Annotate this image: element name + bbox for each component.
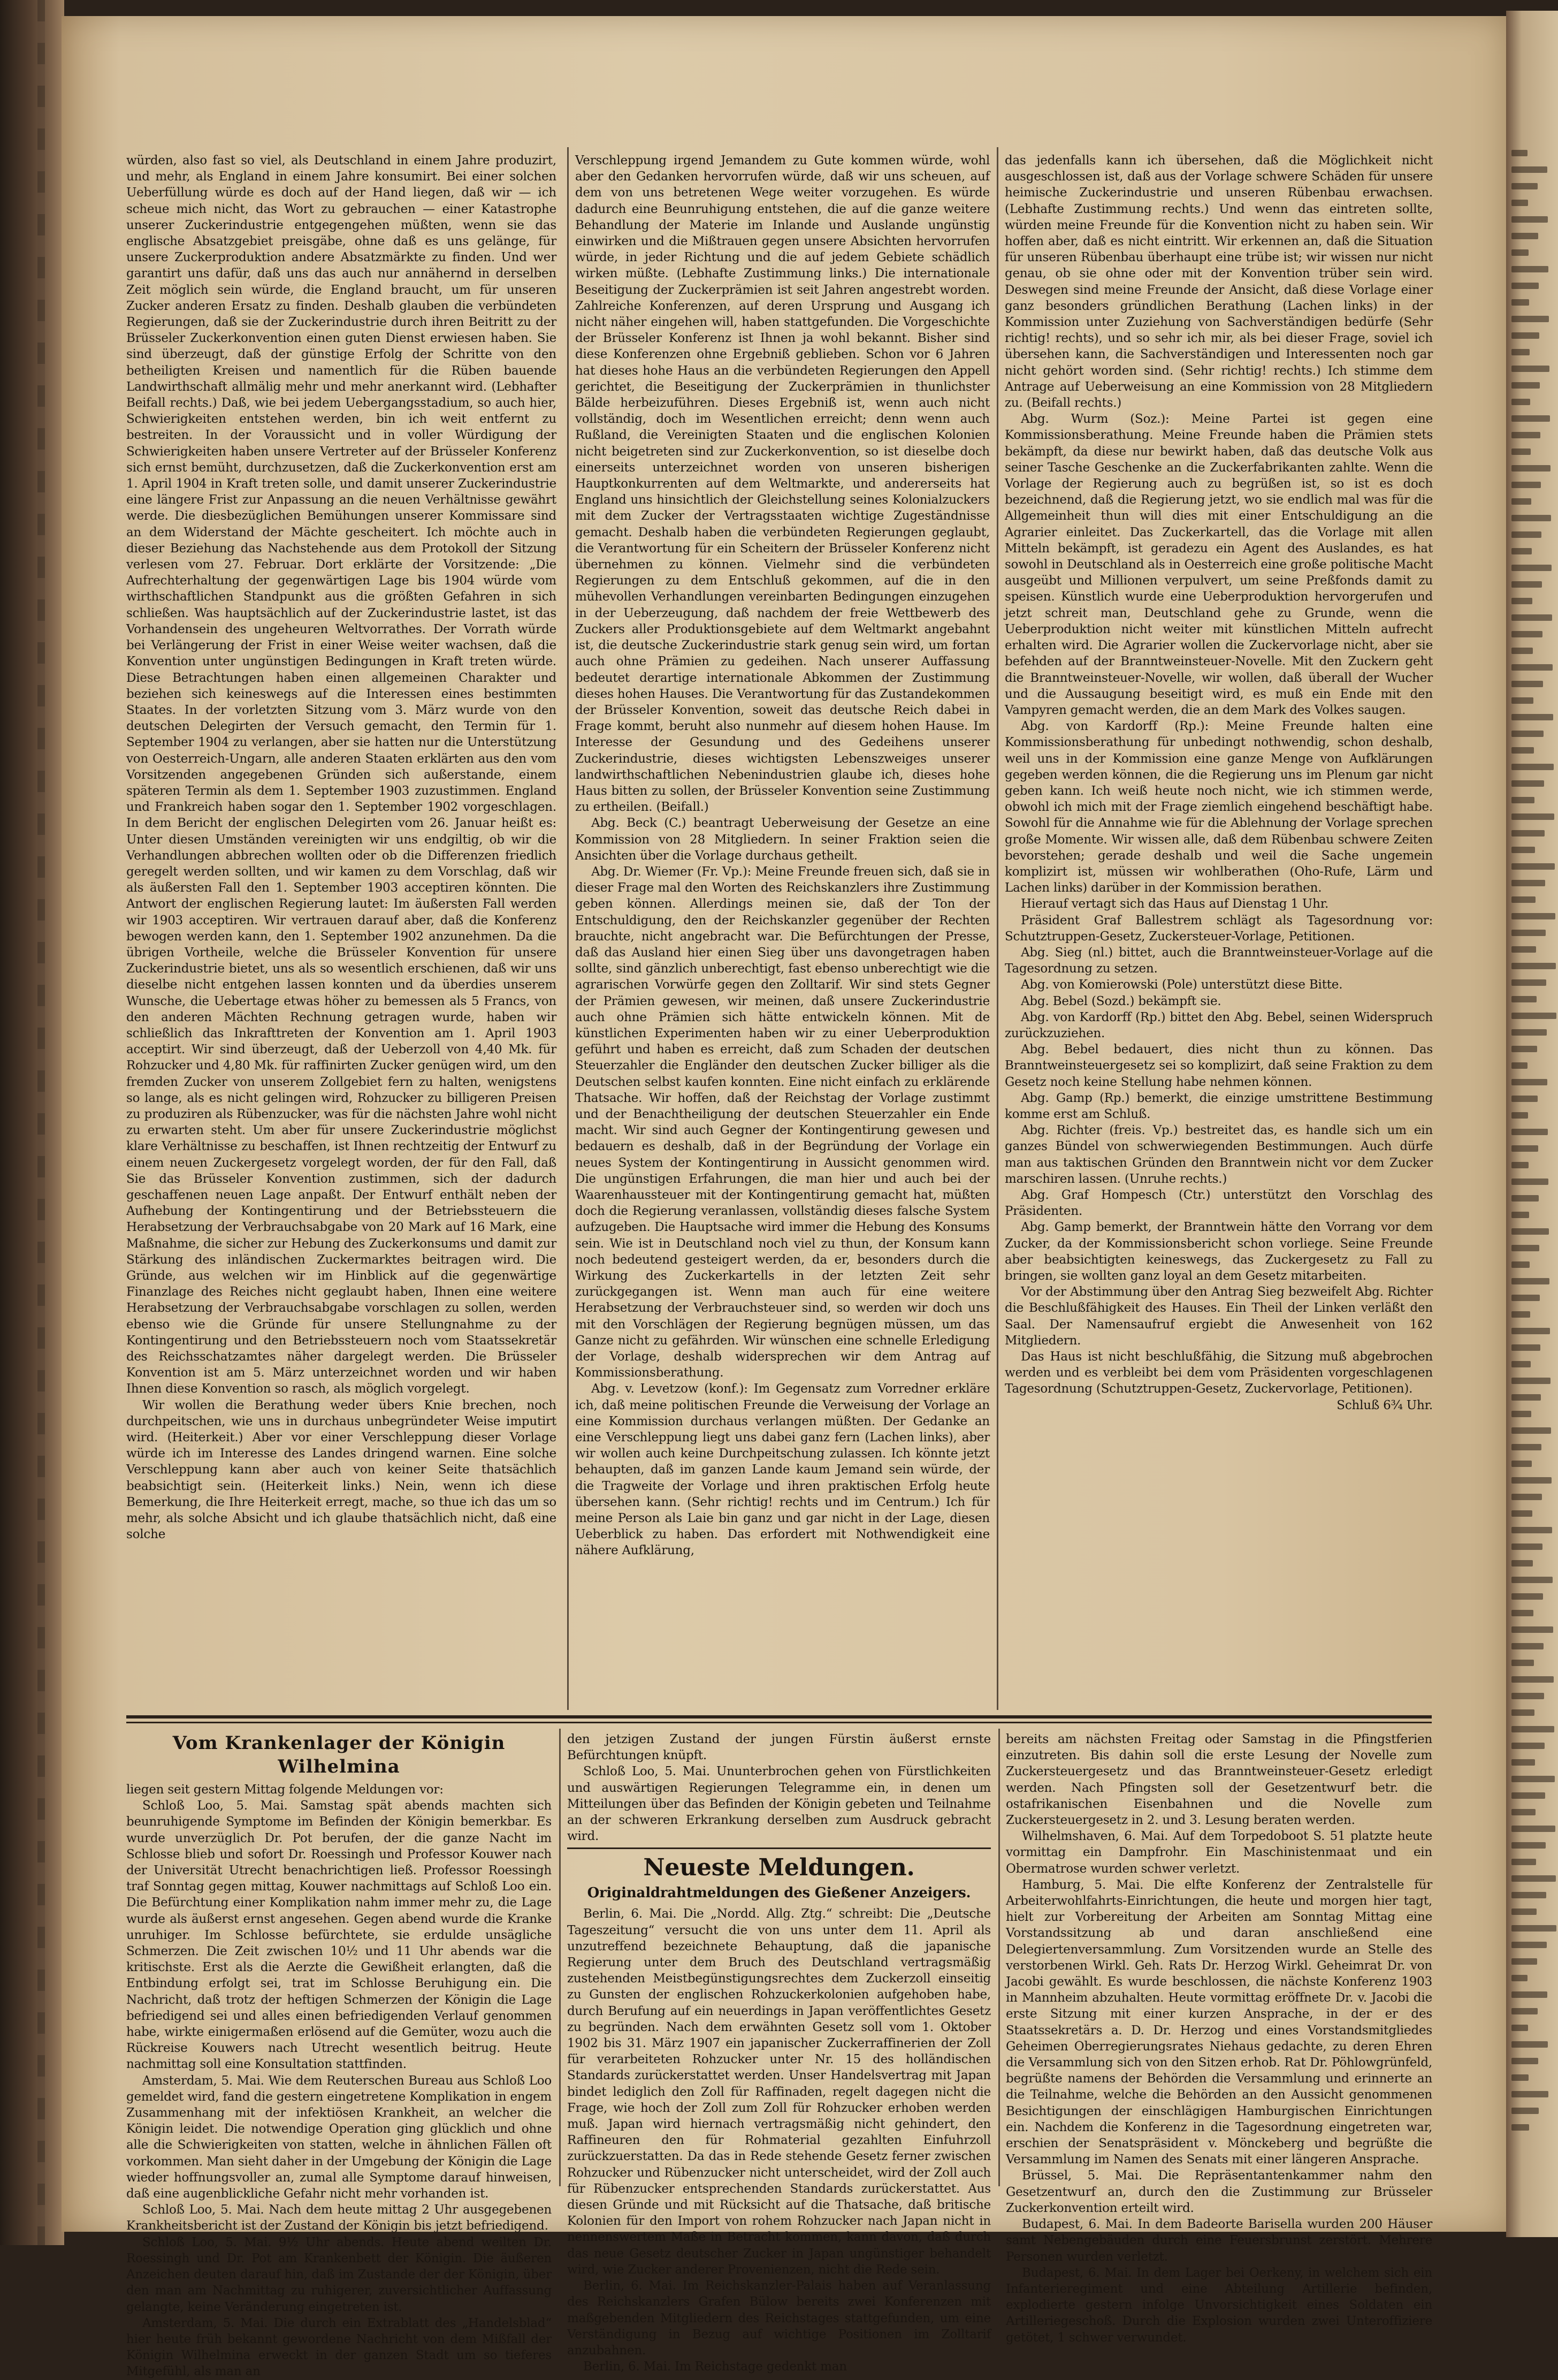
adjacent-page-text-fragment [1511,780,1544,787]
adjacent-page-text-fragment [1511,631,1542,637]
adjacent-page-text-fragment [1511,1261,1530,1268]
adjacent-page-text-fragment [1511,1145,1538,1152]
top-column-paragraph: Abg. Beck (C.) beantragt Ueberweisung der Gesetze an eine Kommission von 28 Mitgliedern. In seiner Fraktion seien die Ansichten über die Vorlage durchaus getheilt. [575,816,990,863]
adjacent-page-text-fragment [1511,1477,1552,1484]
column-rule [567,147,569,1710]
adjacent-page-text-fragment [1511,979,1546,986]
top-column-paragraph: Abg. v. Levetzow (konf.): Im Gegensatz zum Vorredner erkläre ich, daß meine politischen Freunde die Verweisung der Vorlage an eine Kommission durchaus verlangen müßten. Der Gedanke an eine Verschleppung liegt uns dabei ganz fern (Lachen links), aber wir wollen auch keine Durchpeitschung zulassen. Ich könnte jetzt behaupten, daß im ganzen Lande kaum Jemand sein würde, der die Tragweite der Vorlage und ihren praktischen Erfolg heute übersehen kann. (Sehr richtig! rechts und im Centrum.) Ich für meine Person als Laie bin ganz und gar nicht in der Lage, diesen Ueberblick zu haben. Das erfordert mit Nothwendigkeit eine nähere Aufklärung, [575,1382,990,1558]
adjacent-page-text-fragment [1511,349,1530,355]
top-column-paragraph: Abg. Bebel bedauert, dies nicht thun zu können. Das Branntweinsteuergesetz sei so komplizirt, daß seine Fraktion zu dem Gesetz noch keine Stellung habe nehmen können. [1005,1043,1433,1089]
adjacent-page-text-fragment [1511,1925,1556,1932]
top-column-paragraph: Abg. Gamp (Rp.) bemerkt, die einzige umstrittene Bestimmung komme erst am Schluß. [1005,1091,1433,1121]
bottom-column-paragraph: liegen seit gestern Mittag folgende Meldungen vor: [126,1783,444,1797]
adjacent-page-text-fragment [1511,166,1547,173]
bottom-column-paragraph: Wilhelmshaven, 6. Mai. Auf dem Torpedoboot S. 51 platzte heute vormittag ein Dampfrohr. Ein Maschinistenmaat und ein Obermatrose wurden schwer verletzt. [1006,1829,1432,1876]
adjacent-page-text-fragment [1511,1029,1547,1036]
bottom-column-paragraph: den jetzigen Zustand der jungen Fürstin äußerst ernste Befürchtungen knüpft. [567,1732,991,1763]
top-column-paragraph: Verschleppung irgend Jemandem zu Gute kommen würde, wohl aber den Gedanken hervorrufen würde, daß wir uns scheuen, auf dem von uns betretenen Wege weiter vorzugehen. Es würde dadurch eine Beunruhigung entstehen, die auf die ganze weitere Behandlung der Materie im Inlande und Auslande ungünstig einwirken und die Mißtrauen gegen unsere Absichten hervorrufen würde, in jeder Richtung und die auf jedem Gebiete schädlich wirken müßte. (Lebhafte Zustimmung links.) Die internationale Beseitigung der Zuckerprämien ist seit Jahren angestrebt worden. Zahlreiche Konferenzen, auf deren Ursprung und Ausgang ich nicht näher eingehen will, haben stattgefunden. Die Vorgeschichte der Brüsseler Konferenz ist Ihnen ja wohl bekannt. Bisher sind diese Konferenzen ohne Ergebniß geblieben. Schon vor 6 Jahren hat dieses hohe Haus an die verbündeten Regierungen den Appell gerichtet, die Beseitigung der Zuckerprämien in thunlichster Bälde herbeizuführen. Dieses Ergebniß ist, wenn auch nicht vollständig, doch im Wesentlichen erreicht; denn wenn auch Rußland, die Vereinigten Staaten und die englischen Kolonien nicht beigetreten sind zur Zuckerkonvention, so ist dieselbe doch einerseits unterzeichnet worden von unseren bisherigen Hauptkonkurrenten auf dem Weltmarkte, und andererseits hat England uns hinsichtlich der Gleichstellung seines Kolonialzuckers mit dem Zucker der Vertragsstaaten wichtige Zugeständnisse gemacht. Deshalb haben die verbündeten Regierungen geglaubt, die Verantwortung für ein Scheitern der Brüsseler Konferenz nicht übernehmen zu können. Vielmehr sind die verbündeten Regierungen zu dem Entschluß gekommen, auf die in den mühevollen Verhandlungen vereinbarten Bedingungen einzugehen in der Ueberzeugung, daß nachdem der freie Wettbewerb des Zuckers aller Produktionsgebiete auf dem Weltmarkt angebahnt ist, die deutsche Zuckerindustrie stark genug sein wird, um fortan auch ohne Prämien zu gedeihen. Nach unserer Auffassung bedeutet derartige internationale Abkommen der Zustimmung dieses hohen Hauses. Die Verantwortung für das Zustandekommen der Brüsseler Konvention, soweit das deutsche Reich dabei in Frage kommt, beruht also nunmehr auf diesem hohen Hause. Im Interesse der Gesundung und des Gedeihens unserer Zuckerindustrie, dieses wichtigsten Lebenszweiges unserer landwirthschaftlichen Nebenindustrien glaube ich, dieses hohe Haus bitten zu sollen, der Brüsseler Konvention seine Zustimmung zu ertheilen. (Beifall.) [575,154,990,815]
top-column-paragraph: Wir wollen die Berathung weder übers Knie brechen, noch durchpeitschen, wie uns in durchaus unbegründeter Weise imputirt wird. (Heiterkeit.) Aber vor einer Verschleppung dieser Vorlage würde ich im Interesse des Landes dringend warnen. Eine solche Verschleppung kann aber auch von keiner Seite thatsächlich beabsichtigt sein. (Heiterkeit links.) Nein, wenn ich diese Bemerkung, die Ihre Heiterkeit erregt, mache, so thue ich das um so mehr, als solche Absicht und ich glaube thatsächlich nicht, daß eine solche [126,1398,556,1542]
adjacent-page-text-fragment [1511,614,1552,621]
adjacent-page-text-fragment [1511,1344,1540,1351]
adjacent-page-text-fragment [1511,1046,1537,1052]
adjacent-page-text-fragment [1511,996,1537,1002]
top-column-paragraph: Abg. von Kardorff (Rp.): Meine Freunde halten eine Kommissionsberathung für unbedingt nothwendig, schon deshalb, weil uns in der Kommission eine ganze Menge von Aufklärungen gegeben werden können, die die Regierung uns im Plenum gar nicht geben kann. Ich weiß heute noch nicht, wie ich stimmen werde, obwohl ich mich mit der Frage ziemlich eingehend beschäftigt habe. Sowohl für die Annahme wie für die Ablehnung der Vorlage sprechen große Momente. Wir wissen alle, daß dem Rübenbau schwere Zeiten bevorstehen; gerade deshalb und weil die Sache ungemein komplizirt ist, müssen wir wohlberathen (Oho-Rufe, Lärm und Lachen links) darüber in der Kommission berathen. [1005,719,1433,895]
book-binding [0,0,64,2245]
top-column-paragraph: Hierauf vertagt sich das Haus auf Dienstag 1 Uhr. [1021,897,1329,911]
adjacent-page-text-fragment [1511,1527,1552,1533]
adjacent-page-text-fragment [1511,1693,1544,1699]
top-column-paragraph: Abg. Wurm (Soz.): Meine Partei ist gegen eine Kommissionsberathung. Meine Freunde haben die Prämien stets bekämpft, da diese nur bewirkt haben, daß das deutsche Volk aus seiner Tasche Geschenke an die Zuckerfabrikanten zahlte. Wenn die Vorlage der Regierung auch zu begrüßen ist, so ist es doch bezeichnend, daß die Regierung jetzt, wo sie endlich mal was für die Allgemeinheit thun will dies mit einer Entschuldigung an die Agrarier einleitet. Das Zuckerkartell, das die Vorlage mit allen Mitteln bekämpft, ist geradezu ein Agent des Auslandes, es hat sowohl in Deutschland als in Oesterreich eine große politische Macht ausgeübt und Millionen verpulvert, um seine Preßfonds damit zu speisen. Künstlich wurde eine Ueberproduktion hervorgerufen und jetzt schreit man, Deutschland gehe zu Grunde, wenn die Ueberproduktion nicht weiter mit künstlichen Mitteln aufrecht erhalten wird. Die Agrarier wollen die Zuckervorlage nicht, aber sie befehden auf der Branntweinsteuer-Novelle. Mit den Zuckern geht die Branntweinsteuer-Novelle, wir wollen, daß überall der Wucher und die Aussaugung beseitigt wird, es muß ein Ende mit den Vampyren gemacht werden, die an dem Mark des Volkes saugen. [1005,412,1433,717]
bottom-column-1 [126,1731,552,2379]
adjacent-page-text-fragment [1511,697,1533,704]
adjacent-page-text-fragment [1511,415,1550,422]
column-rule [998,1729,1000,2186]
adjacent-page-text-fragment [1511,1759,1535,1766]
adjacent-page-text-fragment [1511,1212,1529,1218]
adjacent-page-text-fragment [1511,1394,1541,1401]
adjacent-page-text-fragment [1511,249,1529,256]
adjacent-page-text-fragment [1511,1676,1554,1683]
adjacent-page-text-fragment [1511,1510,1532,1517]
bottom-column-3 [1006,1731,1432,2345]
adjacent-page-text-fragment [1511,531,1541,538]
adjacent-page-text-fragment [1511,316,1549,322]
bottom-column-paragraph: Schloß Loo, 5. Mai. Ununterbrochen gehen von Fürstlichkeiten und auswärtigen Regierungen Telegramme ein, in denen um Mitteilungen über das Befinden der Königin gebeten und Teilnahme an der schweren Erkrankung derselben zum Ausdruck gebracht wird. [567,1765,991,1844]
top-column-1 [126,153,556,1710]
adjacent-page-text-fragment [1511,432,1540,438]
adjacent-page-text-fragment [1511,1593,1543,1600]
adjacent-page-text-fragment [1511,1826,1555,1832]
adjacent-page-text-fragment [1511,2058,1538,2064]
adjacent-page-text-fragment [1511,2108,1539,2114]
adjacent-page-text-fragment [1511,1908,1537,1915]
adjacent-page-text-fragment [1511,1842,1546,1849]
adjacent-page-text-fragment [1511,1726,1554,1732]
adjacent-page-text-fragment [1511,1311,1530,1318]
adjacent-page-text-fragment [1511,548,1532,554]
adjacent-page-text-fragment [1511,930,1546,936]
top-column-paragraph: Abg. Graf Hompesch (Ctr.) unterstützt den Vorschlag des Präsidenten. [1005,1188,1433,1219]
adjacent-page-text-fragment [1511,1543,1542,1550]
top-column-paragraph: Abg. Gamp bemerkt, der Branntwein hätte den Vorrang vor dem Zucker, da der Kommissionsbericht schon vorliege. Seine Freunde aber beabsichtigten keineswegs, das Zuckergesetz zu Fall zu bringen, sie wollten ganz loyal an dem Gesetz mitarbeiten. [1005,1220,1433,1283]
adjacent-page-text-fragment [1511,946,1536,953]
adjacent-page-text-fragment [1511,830,1545,837]
adjacent-page-text-fragment [1511,1427,1551,1434]
adjacent-page-text-fragment [1511,1643,1544,1649]
adjacent-page-text-fragment [1511,581,1542,588]
section-rule [567,1847,991,1849]
adjacent-page-text-fragment [1511,1062,1528,1069]
adjacent-page-text-fragment [1511,1792,1545,1799]
adjacent-page-text-fragment [1511,880,1545,886]
adjacent-page-text-fragment [1511,216,1548,223]
adjacent-page-text-fragment [1511,2091,1548,2097]
top-column-3 [1005,153,1433,1710]
top-column-paragraph: Abg. Dr. Wiemer (Fr. Vp.): Meine Freunde freuen sich, daß sie in dieser Frage mal den Worten des Reichskanzlers ihre Zustimmung geben können. Allerdings meinen sie, daß der Ton der Entschuldigung, den der Reichskanzler gegenüber der Rechten brauchte, nicht angebracht war. Die Befürchtungen der Presse, daß das Ausland hier einen Sieg über uns davongetragen haben sollte, sind gänzlich unberechtigt, fast ebenso unberechtigt wie die agrarischen Vorwürfe gegen den Zolltarif. Wir sind stets Gegner der Prämien gewesen, wir meinen, daß unsere Zuckerindustrie auch ohne Prämien sich hätte entwickeln können. Mit de künstlichen Experimenten haben wir zu einer Ueberproduktion geführt und haben es erreicht, daß zum Schaden der deutschen Steuerzahler die Engländer den deutschen Zucker billiger als die Deutschen selbst kaufen konnten. Eine nicht einfach zu erklärende Thatsache. Wir hoffen, daß der Reichstag der Vorlage zustimmt und der Benachtheiligung der deutschen Steuerzahler ein Ende macht. Wir sind auch Gegner der Kontingentirung gewesen und bedauern es deshalb, daß in der Begründung der Vorlage ein neues System der Kontingentirung in Aussicht genommen wird. Die ungünstigen Erfahrungen, die man hier und auch bei der Waarenhaussteuer mit der Kontingentirung gemacht hat, müßten doch die Regierung veranlassen, vollständig dieses falsche System aufzugeben. Die Hauptsache wird immer die Hebung des Konsums sein. Wie ist in Deutschland noch viel zu thun, der Konsum kann noch bedeutend gesteigert werden, da er, besonders durch die Wirkung des Zuckerkartells in der letzten Zeit sehr zurückgegangen ist. Wenn man auch für eine weitere Herabsetzung der Verbrauchsteuer sind, so werden wir doch uns mit den Vorschlägen der Regierung begnügen müssen, um das Ganze nicht zu gefährden. Wir wünschen eine schnelle Erledigung der Vorlage, deshalb widersprechen wir dem Antrag auf Kommissionsberathung. [575,864,990,1380]
top-column-paragraph: Vor der Abstimmung über den Antrag Sieg bezweifelt Abg. Richter die Beschlußfähigkeit des Hauses. Ein Theil der Linken verläßt den Saal. Der Namensaufruf ergiebt die Anwesenheit von 162 Mitgliedern. [1005,1285,1433,1348]
adjacent-page-text-fragment [1511,498,1531,505]
top-column-paragraph: Das Haus ist nicht beschlußfähig, die Sitzung muß abgebrochen werden und es verbleibt bei dem vom Präsidenten vorgeschlagenen Tagesordnung (Schutztruppen-Gesetz, Zuckervorlage, Petitionen). [1005,1350,1433,1396]
adjacent-page-text-fragment [1511,1859,1536,1865]
top-column-paragraph: würden, also fast so viel, als Deutschland in einem Jahre produzirt, und mehr, als England in einem Jahre konsumirt. Bei einer solchen Ueberfüllung würde es doch auf der Hand liegen, daß wir — ich scheue mich nicht, das Wort zu gebrauchen — einer Katastrophe unserer Zuckerindustrie entgegengehen müßten, wenn sie das englische Absatzgebiet preisgäbe, ohne daß es uns gelänge, für unsere Zuckerproduktion andere Absatzmärkte zu finden. Und wer garantirt uns dafür, daß uns das auch nur annähernd in derselben Zeit möglich sein würde, die England braucht, um für unseren Zucker anderen Ersatz zu finden. Deshalb glauben die verbündeten Regierungen, daß sie der Zuckerindustrie durch ihren Beitritt zu der Brüsseler Zuckerkonvention einen guten Dienst erwiesen haben. Sie sind überzeugt, daß der günstige Erfolg der Schritte von den betheiligten Kreisen und namentlich für die Rüben bauende Landwirthschaft allmälig mehr und mehr anerkannt wird. (Lebhafter Beifall rechts.) Daß, wie bei jedem Uebergangsstadium, so auch hier, Schwierigkeiten entstehen werden, bin ich weit entfernt zu bestreiten. In der Voraussicht und in voller Würdigung der Schwierigkeiten haben unsere Vertreter auf der Brüsseler Konferenz sich ernst bemüht, durchzusetzen, daß die Zuckerkonvention erst am 1. April 1904 in Kraft treten solle, und damit unserer Zuckerindustrie eine längere Frist zur Anpassung an die neuen Verhältnisse gewährt werde. Die diesbezüglichen Bemühungen unserer Kommissare sind an dem Widerstand der Mächte gescheitert. Ich möchte auch in dieser Beziehung das Nachstehende aus dem Protokoll der Sitzung verlesen vom 27. Februar. Dort erklärte der Vorsitzende: „Die Aufrechterhaltung der gegenwärtigen Lage bis 1904 würde vom wirthschaftlichen Standpunkt aus die größten Gefahren in sich schließen. Was hauptsächlich auf der Zuckerindustrie lastet, ist das Vorhandensein des ungeheuren Weltvorrathes. Der Vorrath würde bei Verlängerung der Frist in einer Weise weiter wachsen, daß die Konvention unter ungünstigen Bedingungen in Kraft treten würde. Diese Betrachtungen haben einen allgemeinen Charakter und beziehen sich keineswegs auf die Interessen eines bestimmten Staates. In der vorletzten Sitzung vom 3. März wurde von den deutschen Delegirten der Versuch gemacht, den Termin für 1. September 1904 zu verlangen, aber sie hatten nur die Unterstützung von Oesterreich-Ungarn, alle anderen Staaten erklärten aus den vom Vorsitzenden angegebenen Gründen sich außerstande, einem späteren Termin als dem 1. September 1903 zuzustimmen. England und Frankreich haben sogar den 1. September 1902 vorgeschlagen. In dem Bericht der englischen Delegirten vom 26. Januar heißt es: Unter diesen Umständen vereinigten wir uns endgiltig, ob wir die Verhandlungen abbrechen wollten oder ob die Differenzen friedlich geregelt werden sollten, und wir kamen zu dem Vorschlag, daß wir als äußersten Fall den 1. September 1903 acceptiren könnten. Die Antwort der englischen Regierung lautet: Im äußersten Fall werden wir 1903 acceptiren. Wir vertrauen darauf aber, daß die Konferenz bewogen werden kann, den 1. September 1902 anzunehmen. Da die übrigen Vortheile, welche die Brüsseler Konvention für unsere Zuckerindustrie bietet, uns als so wesentlich erschienen, daß wir uns dieselbe nicht entgehen lassen konnten und da überdies unserem Wunsche, die Uebertage etwas höher zu bemessen als 5 Francs, von den anderen Mächten Rechnung getragen wurde, haben wir schließlich das Inkrafttreten der Konvention am 1. April 1903 acceptirt. Wir sind überzeugt, daß der Ueberzoll von 4,40 Mk. für Rohzucker und 4,80 Mk. für raffinirten Zucker genügen wird, um den fremden Zucker von unserem Zollgebiet fern zu halten, wenigstens so lange, als es nicht gelingen wird, Rohzucker zu billigeren Preisen zu produziren als Rübenzucker, was für die nächsten Jahre wohl nicht zu erwarten steht. Um aber für unsere Zuckerindustrie möglichst klare Verhältnisse zu beschaffen, ist Ihnen rechtzeitig der Entwurf zu einem neuen Zuckergesetz vorgelegt worden, der für den Fall, daß Sie das Brüsseler Konvention zustimmen, sich der dadurch geschaffenen neuen Lage anpaßt. Der Entwurf enthält neben der Aufhebung der Kontingentirung und der Betriebssteuern die Herabsetzung der Verbrauchsabgabe von 20 Mark auf 16 Mark, eine Maßnahme, die sicher zur Hebung des Zuckerkonsums und damit zur Stärkung des inländischen Zuckermarktes beitragen wird. Die Gründe, aus welchen wir im Hinblick auf die gegenwärtige Finanzlage des Reiches nicht geglaubt haben, Ihnen eine weitere Herabsetzung der Verbrauchsabgabe vorschlagen zu sollen, werden ebenso wie die Gründe für unsere Stellungnahme zu der Kontingentirung und den Betriebssteuern noch vom Staatssekretär des Reichsschatzamtes näher dargelegt werden. Die Brüsseler Konvention ist am 5. März unterzeichnet worden und wir haben Ihnen diese Konvention so rasch, als möglich vorgelegt. [126,154,557,1396]
adjacent-page-text-fragment [1511,1278,1549,1284]
bottom-column-paragraph: Schloß Loo, 5. Mai. Nach dem heute mittag 2 Uhr ausgegebenen Krankheitsbericht ist der Zustand der Königin bis jetzt befriedigend. [126,2203,552,2233]
adjacent-page-text-fragment [1511,1626,1553,1633]
adjacent-page-text-fragment [1511,1178,1548,1185]
adjacent-page-text-fragment [1511,1079,1547,1085]
adjacent-page-edge [1506,11,1558,2237]
adjacent-page-text-fragment [1511,1378,1551,1384]
adjacent-page-text-fragment [1511,1709,1534,1716]
adjacent-page-text-fragment [1511,1228,1549,1235]
bottom-column-paragraph: Schloß Loo, 5. Mai. Samstag spät abends machten sich beunruhigende Symptome im Befinden der Königin bemerkbar. Es wurde unverzüglich Dr. Pot berufen, der die ganze Nacht im Schlosse blieb und sofort Dr. Roessingh und Professor Kouwer nach der Universität Utrecht benachrichtigen ließ. Professor Roessingh traf Sonntag gegen mittag, Kouwer nachmittags auf Schloß Loo ein. Die Befürchtung einer Komplikation nahm immer mehr zu, die Lage wurde als äußerst ernst angesehen. Gegen abend wurde die Kranke unruhiger. Im Schlosse befürchtete, sie erdulde unsägliche Schmerzen. Die Zeit zwischen 10½ und 11 Uhr abends war die kritischste. Erst als die Aerzte die Gewißheit erlangten, daß die Entbindung erfolgt sei, trat im Schlosse Beruhigung ein. Die Nachricht, daß trotz der heftigen Schmerzen der Königin die Lage befriedigend sei und alles einen befriedigenden Verlauf genommen habe, wirkte einigermaßen erlösend auf die Gemüter, wozu auch die Rückreise Kouwers nach Utrecht wesentlich beitrug. Heute nachmittag soll eine Konsultation stattfinden. [126,1799,552,2072]
adjacent-page-text-fragment [1511,1975,1528,1981]
top-column-paragraph: Präsident Graf Ballestrem schlägt als Tagesordnung vor: Schutztruppen-Gesetz, Zuckersteuer-Vorlage, Petitionen. [1005,913,1433,944]
adjacent-page-text-fragment [1511,1461,1532,1467]
adjacent-page-text-fragment [1511,283,1539,289]
top-column-paragraph: das jedenfalls kann ich übersehen, daß die Möglichkeit nicht ausgeschlossen ist, daß aus der Vorlage schwere Schäden für unsere heimische Zuckerindustrie und unseren Rübenbau erwachsen. (Lebhafte Zustimmung rechts.) Und wenn das eintreten sollte, würden meine Freunde für die Konvention nicht zu haben sein. Wir hoffen aber, daß es nicht eintritt. Wir erkennen an, daß die Situation für unseren Rübenbau überhaupt eine trübe ist; wir wissen nur nicht genau, ob sie ohne oder mit der Konvention trüber sein wird. Deswegen sind meine Freunde der Ansicht, daß diese Vorlage einer ganz besonders gründlichen Berathung (Lachen links) in der Kommission unter Zuziehung von Sachverständigen bedürfe (Sehr richtig! rechts), und so sehr ich mir, als bei dieser Frage, soviel ich übersehen kann, die Sachverständigen und Interessenten noch gar nicht gehört worden sind. (Sehr richtig! rechts.) Ich stimme dem Antrage auf Ueberweisung an eine Kommission von 28 Mitgliedern zu. (Beifall rechts.) [1005,154,1433,410]
adjacent-page-text-fragment [1511,1444,1541,1450]
adjacent-page-text-fragment [1511,299,1529,306]
bottom-column-paragraph: Budapest, 6. Mai. In dem Badeorte Barisella wurden 200 Häuser samt Nebengebäuden durch eine Feuersbrunst zerstört. Mehrere Personen wurden verletzt. [1006,2217,1432,2264]
bottom-column-paragraph: Budapest, 6. Mai. In dem Lager bei Oerkeny, in welchem sich ein Infanterieregiment und eine Abteilung Artillerie befinden, explodierte gestern infolge Unvorsichtigkeit eines Soldaten ein Artilleriegeschoß. Durch die Explosion wurden zwei Unteroffiziere getötet, 1 schwer verwundet. [1006,2265,1432,2345]
adjacent-page-text-fragment [1511,1560,1533,1567]
top-column-2 [575,153,990,1710]
bottom-column-paragraph: Amsterdam, 5. Mai. Wie dem Reuterschen Bureau aus Schloß Loo gemeldet wird, fand die gestern eingetretene Komplikation in engem Zusammenhang mit der infektiösen Krankheit, an welcher die Königin leidet. Die notwendige Operation ging glücklich und ohne alle die Schwierigkeiten von statten, welche in ähnlichen Fällen oft vorkommen. Man sieht daher in der Umgebung der Königin die Lage wieder hoffnungsvoller an, zumal alle Symptome darauf hinweisen, daß eine augenblickliche Gefahr nicht mehr vorhanden ist. [126,2073,552,2201]
column-rule [997,147,998,1710]
adjacent-page-text-fragment [1511,896,1536,903]
adjacent-page-text-fragment [1511,2074,1529,2081]
section-subheading: Originaldrahtmeldungen des Gießener Anzeigers. [587,1885,971,1902]
column-rule [559,1729,561,2186]
bottom-column-2 [567,1731,991,2374]
adjacent-page-text-fragment [1511,233,1538,239]
adjacent-page-text-fragment [1511,382,1540,389]
adjacent-page-text-fragment [1511,731,1544,737]
bottom-column-paragraph: Berlin, 6. Mai. Im Reichskanzler-Palais haben auf Veranlassung des Reichskanzlers Grafen Bülow bereits zwei Konferenzen mit maßgebenden Mitgliedern des Reichstages stattgefunden, um eine Verständigung in Bezug auf wichtige Positionen im Zolltarif anzubahnen. [567,2279,991,2358]
bottom-column-paragraph: Berlin, 6. Mai. Im Reichstage gedenkt man [583,2360,847,2374]
adjacent-page-text-fragment [1511,366,1549,372]
bottom-column-paragraph: Amsterdam, 5. Mai. Die durch ein Extrablatt des „Handelsblad“ hier heute früh bekannt gewordene Nachricht von dem Mißfall der Königin Wilhelmina erweckt in der ganzen Stadt um so tieferes Mitgefühl, als man an [126,2316,552,2379]
top-column-paragraph: Abg. Sieg (nl.) bittet, auch die Branntweinsteuer-Vorlage auf die Tagesordnung zu setzen. [1005,945,1433,976]
adjacent-page-text-fragment [1511,1162,1529,1168]
adjacent-page-text-fragment [1511,648,1533,654]
adjacent-page-text-fragment [1511,1096,1538,1102]
adjacent-page-text-fragment [1511,764,1554,770]
top-column-paragraph: Abg. Bebel (Sozd.) bekämpft sie. [1021,994,1221,1008]
adjacent-page-text-fragment [1511,2124,1529,2131]
adjacent-page-text-fragment [1511,1892,1546,1898]
adjacent-page-text-fragment [1511,913,1555,919]
adjacent-page-text-fragment [1511,1411,1531,1417]
adjacent-page-text-fragment [1511,747,1534,754]
adjacent-page-text-fragment [1511,266,1548,272]
adjacent-page-text-fragment [1511,1776,1555,1782]
adjacent-page-text-fragment [1511,1295,1540,1301]
adjacent-page-text-fragment [1511,1361,1531,1367]
adjacent-page-text-fragment [1511,1494,1542,1500]
adjacent-page-text-fragment [1511,1245,1539,1251]
adjacent-page-text-fragment [1511,1129,1548,1135]
adjacent-page-text-fragment [1511,1875,1556,1882]
section-rule [126,1722,1432,1723]
section-rule [126,1715,1432,1719]
bottom-column-paragraph: Brüssel, 5. Mai. Die Repräsentantenkammer nahm den Gesetzentwurf an, durch den die Zustimmung zur Brüsseler Zuckerkonvention erteilt wird. [1006,2169,1432,2215]
article-heading: Vom Krankenlager der Königin Wilhelmina [172,1732,506,1777]
adjacent-page-text-fragment [1511,598,1532,604]
adjacent-page-text-fragment [1511,565,1552,571]
adjacent-page-text-fragment [1511,2025,1528,2031]
adjacent-page-text-fragment [1511,515,1551,521]
bottom-column-paragraph: Hamburg, 5. Mai. Die elfte Konferenz der Zentralstelle für Arbeiterwohlfahrts-Einrichtungen, die heute und morgen hier tagt, hielt zur Vorbereitung der Arbeiten am Sonntag Mittag eine Vorstandssitzung ab und daran anschließend eine Delegiertenversammlung. Zum Vorsitzenden wurde an Stelle des verstorbenen Wirkl. Geh. Rats Dr. Herzog Wirkl. Geheimrat Dr. von Jacobi gewählt. Es wurde beschlossen, die nächste Konferenz 1903 in Mannheim abzuhalten. Heute vormittag eröffnete Dr. v. Jacobi die erste Sitzung mit einer kurzen Ansprache, in der er des Staatssekretärs a. D. Dr. Herzog und eines Vorstandsmitgliedes Geheimen Oberregierungsrates Niehaus gedachte, zu deren Ehren die Versammlung sich von den Sitzen erhob. Rat Dr. Pöhlowgrünfeld, begrüßte namens der Behörden die Versammlung und erinnerte an die Teilnahme, welche die Behörden an den Aussicht genommenen Besichtigungen der einschlägigen Hamburgischen Einrichtungen ein. Nachdem die Konferenz in die Tagesordnung eingetreten war, erschien der Senatspräsident v. Mönckeberg und begrüßte die Versammlung im Namen des Senats mit einer längeren Ansprache. [1006,1877,1432,2167]
adjacent-page-text-fragment [1511,714,1553,720]
adjacent-page-text-fragment [1511,2008,1538,2014]
adjacent-page-text-fragment [1511,1013,1556,1019]
adjacent-page-text-fragment [1511,1610,1533,1616]
adjacent-page-text-fragment [1511,1112,1528,1119]
adjacent-page-text-fragment [1511,1660,1534,1666]
adjacent-page-text-fragment [1511,1328,1550,1334]
bottom-column-paragraph: Schloß Loo, 5. Mai. 9½ Uhr abends. Heute abend weilten Dr. Roessingh und Dr. Pot am Krankenbett der Königin. Die äußeren Anzeichen deuten darauf hin, daß im Zustande der der Königin, über den man am Nachmittag zu ruhigerer, zuversichtlicher Auffassung gelangte, keine Veränderung eingetreten ist. [126,2235,552,2314]
adjacent-page-text-fragment [1511,664,1553,671]
adjacent-page-text-fragment [1511,1942,1547,1948]
adjacent-page-text-fragment [1511,1809,1536,1815]
adjacent-page-text-fragment [1511,1577,1553,1583]
top-column-paragraph: Schluß 6¾ Uhr. [1336,1398,1433,1412]
adjacent-page-text-fragment [1511,1743,1545,1749]
adjacent-page-text-fragment [1511,681,1543,687]
adjacent-page-text-fragment [1511,847,1535,853]
adjacent-page-text-fragment [1511,797,1534,803]
adjacent-page-text-fragment [1511,963,1556,969]
adjacent-page-text-fragment [1511,2041,1548,2048]
adjacent-page-text-fragment [1511,399,1530,405]
adjacent-page-text-fragment [1511,183,1538,189]
adjacent-page-text-fragment [1511,1195,1539,1202]
adjacent-page-text-fragment [1511,200,1528,206]
section-heading: Neueste Meldungen. [643,1854,915,1882]
top-column-paragraph: Abg. Richter (freis. Vp.) bestreitet das, es handle sich um ein ganzes Bündel von schwerwiegenden Bestimmungen. Auch dürfe man aus taktischen Gründen den Branntwein nicht vor dem Zucker marschiren lassen. (Unruhe rechts.) [1005,1123,1433,1186]
adjacent-page-text-fragment [1511,465,1551,472]
bottom-column-paragraph: bereits am nächsten Freitag oder Samstag in die Pfingstferien einzutreten. Bis dahin soll die erste Lesung der Novelle zum Zuckersteuergesetz und das Branntweinsteuer-Gesetz erledigt werden. Nach Pfingsten soll der Gesetzentwurf betr. die ostafrikanischen Eisenbahnen und die Novelle zum Zuckersteuergesetz in 2. und 3. Lesung beraten werden. [1006,1732,1432,1828]
top-column-paragraph: Abg. von Kardorff (Rp.) bittet den Abg. Bebel, seinen Widerspruch zurückzuziehen. [1005,1010,1433,1040]
adjacent-page-text-fragment [1511,332,1539,339]
adjacent-page-text-fragment [1511,482,1541,488]
adjacent-page-text-fragment [1511,1958,1537,1965]
adjacent-page-text-fragment [1511,448,1531,455]
adjacent-page-text-fragment [1511,863,1555,870]
adjacent-page-text-fragment [1511,813,1554,820]
adjacent-page-text-fragment [1511,150,1528,156]
top-column-paragraph: Abg. von Komierowski (Pole) unterstützt diese Bitte. [1021,978,1343,992]
bottom-column-paragraph: Berlin, 6. Mai. Die „Nordd. Allg. Ztg.“ schreibt: Die „Deutsche Tageszeitung“ versucht die von uns unter dem 11. April als unzutreffend bezeichnete Behauptung, daß die japanische Regierung unter dem Bruch des Deutschland vertragsmäßig zustehenden Meistbegünstigungsrechtes dem Zuckerzoll einseitig zu Gunsten der englischen Rohzuckerkolonien aufgehoben habe, durch Berufung auf ein neuerdings in Japan veröffentlichtes Gesetz zu begründen. Nach dem erwähnten Gesetz soll vom 1. Oktober 1902 bis 31. März 1907 ein japanischer Zuckerraffinerien der Zoll für verarbeiteten Rohzucker unter Nr. 15 des holländischen Standards zurückerstattet werden. Unser Handelsvertrag mit Japan bindet lediglich den Zoll für Raffinaden, regelt dagegen nicht die Frage, wie hoch der Zoll zum Zoll für Rohzucker erhoben werden muß. Japan wird hiernach vertragsmäßig nicht gehindert, den Raffineuren den für Rohmaterial gezahlten Einfuhrzoll zurückzuerstatten. Da das in Rede stehende Gesetz ferner zwischen Rohzucker und Rübenzucker nicht unterscheidet, wird der Zoll auch für Rübenzucker entsprechenden Standards zurückerstattet. Aus diesen Gründe und mit Rücksicht auf die Thatsache, daß britische Kolonien für den Import von rohem Rohzucker nach Japan nicht in nennenswertem Maße in Betracht kommen, kann davon, daß durch das neue Gesetz deutscher Zucker in Japan ungünstiger behandelt wird, wie Zucker anderer Provenienzen, nicht die Rede sein. [567,1907,991,2277]
adjacent-page-text-fragment [1511,1991,1547,1998]
